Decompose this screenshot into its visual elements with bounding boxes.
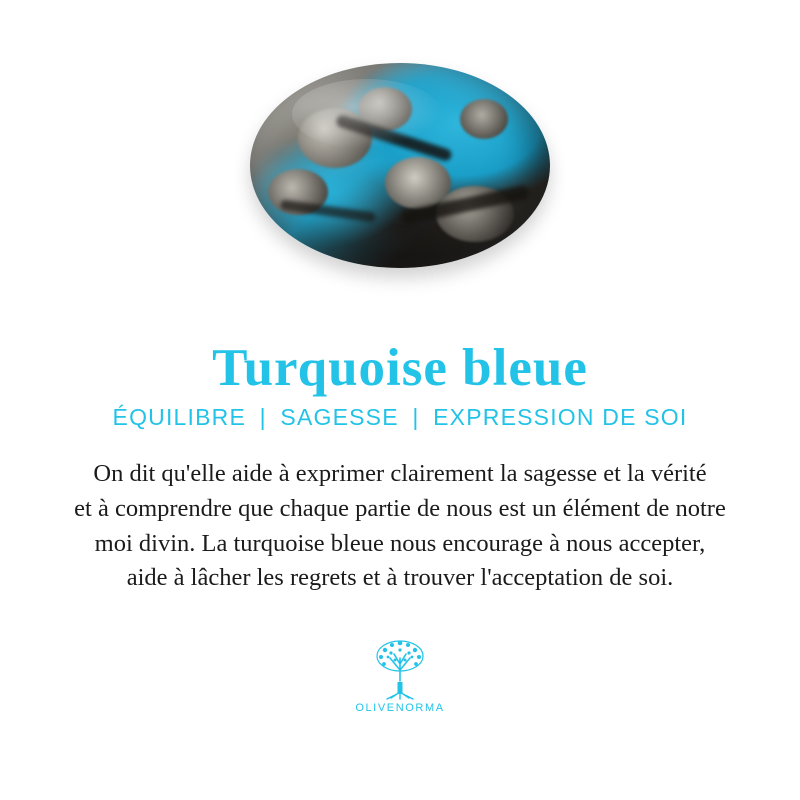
page-title: Turquoise bleue <box>212 339 588 397</box>
keyword-separator: | <box>412 404 420 430</box>
description-text <box>20 457 780 596</box>
description-line: aide à lâcher les regrets et à trouver l'acceptation de soi. <box>126 564 674 592</box>
stone-image-area <box>0 0 800 330</box>
turquoise-cabochon-graphic <box>250 63 550 268</box>
matrix-blotch <box>460 99 508 139</box>
description-line: On dit qu'elle aide à exprimer clairement la sagesse et la vérité <box>93 460 707 487</box>
stone-image <box>250 63 550 268</box>
keyword-balance: ÉQUILIBRE <box>112 404 247 430</box>
matrix-vein <box>280 199 376 222</box>
description-line: et à comprendre que chaque partie de nous est un élément de notre <box>74 494 726 522</box>
description-line: moi divin. La turquoise bleue nous encourage à nous accepter, <box>94 529 706 557</box>
keyword-wisdom: SAGESSE <box>280 404 399 430</box>
keyword-self-expression: EXPRESSION DE SOI <box>433 404 688 430</box>
tree-of-life-icon <box>361 636 439 708</box>
keyword-separator: | <box>259 404 267 430</box>
keyword-list <box>113 404 688 431</box>
brand-logo <box>355 636 444 714</box>
brand-name: OLIVENORMA <box>355 702 445 715</box>
